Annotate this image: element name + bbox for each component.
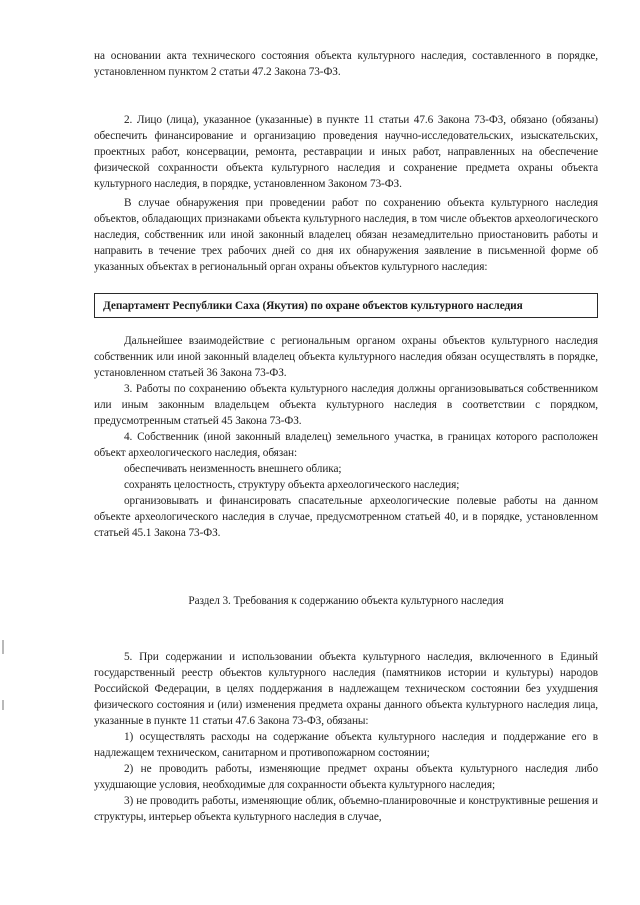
section-3-title: Раздел 3. Требования к содержанию объекта культурного наследия bbox=[188, 595, 504, 607]
paragraph-5-item-3: 3) не проводить работы, изменяющие облик, объемно-планировочные и конструктивные решения и структуры, интерьер объекта культурного наследия в случае, bbox=[94, 795, 598, 823]
paragraph-5-item-2: 2) не проводить работы, изменяющие предмет охраны объекта культурного наследия либо ухудшающие условия, необходимые для сохранности объекта культурного наследия; bbox=[94, 763, 598, 791]
department-box: Департамент Республики Саха (Якутия) по охране объектов культурного наследия bbox=[94, 293, 598, 318]
paragraph-2: 2. Лицо (лица), указанное (указанные) в пункте 11 статьи 47.6 Закона 73-ФЗ, обязано (обязаны) обеспечить финансирование и организацию проведения научно-исследовательских, изыскательских, проектных работ, консервации, ремонта, реставрации и иных работ, направленных на обеспечение физической сохранности объекта культурного наследия и сохранение предмета охраны объекта культурного наследия, в порядке, установленном Законом 73-ФЗ. bbox=[94, 114, 598, 190]
continuation-paragraph: на основании акта технического состояния объекта культурного наследия, составленного в порядке, установленном пунктом 2 статьи 47.2 Закона 73-ФЗ. bbox=[94, 50, 598, 78]
scan-edge-mark bbox=[2, 640, 4, 654]
paragraph-further-interaction: Дальнейшее взаимодействие с региональным органом охраны объектов культурного наследия собственник или иной законный владелец объекта культурного наследия обязан осуществлять в порядке, установленном статьей 36 Закона 73-ФЗ. bbox=[94, 335, 598, 379]
paragraph-5: 5. При содержании и использовании объекта культурного наследия, включенного в Единый государственный реестр объектов культурного наследия (памятников истории и культуры) народов Российской Федерации, в целях поддержания в надлежащем техническом состоянии без ухудшения физического состояния и (или) изменения предмета охраны данного объекта культурного наследия лица, указанные в пункте 11 статьи 47.6 Закона 73-ФЗ, обязаны: bbox=[94, 651, 598, 727]
paragraph-archaeology-discovery: В случае обнаружения при проведении работ по сохранению объекта культурного наследия объектов, обладающих признаками объекта культурного наследия, в том числе объектов археологического наследия, собственник или иной законный владелец обязан незамедлительно приостановить работы и направить в течение трех рабочих дней со дня их обнаружения заявление в письменной форме об указанных объектах в региональный орган охраны объектов культурного наследия: bbox=[94, 197, 598, 273]
scan-edge-mark bbox=[2, 700, 4, 710]
paragraph-4-item-b: сохранять целостность, структуру объекта археологического наследия; bbox=[124, 479, 460, 491]
paragraph-4-item-c: организовывать и финансировать спасательные археологические полевые работы на данном объекте археологического наследия в случае, предусмотренном статьей 40, и в порядке, установленном статьей 45.1 Закона 73-ФЗ. bbox=[94, 495, 598, 539]
paragraph-4: 4. Собственник (иной законный владелец) земельного участка, в границах которого расположен объект археологического наследия, обязан: bbox=[94, 431, 598, 459]
paragraph-5-item-1: 1) осуществлять расходы на содержание объекта культурного наследия и поддержание его в надлежащем техническом, санитарном и противопожарном состоянии; bbox=[94, 731, 598, 759]
paragraph-4-item-a: обеспечивать неизменность внешнего облика; bbox=[124, 463, 342, 475]
paragraph-3: 3. Работы по сохранению объекта культурного наследия должны организовываться собственником или иным законным владельцем объекта культурного наследия в соответствии с порядком, предусмотренным статьей 45 Закона 73-ФЗ. bbox=[94, 383, 598, 427]
